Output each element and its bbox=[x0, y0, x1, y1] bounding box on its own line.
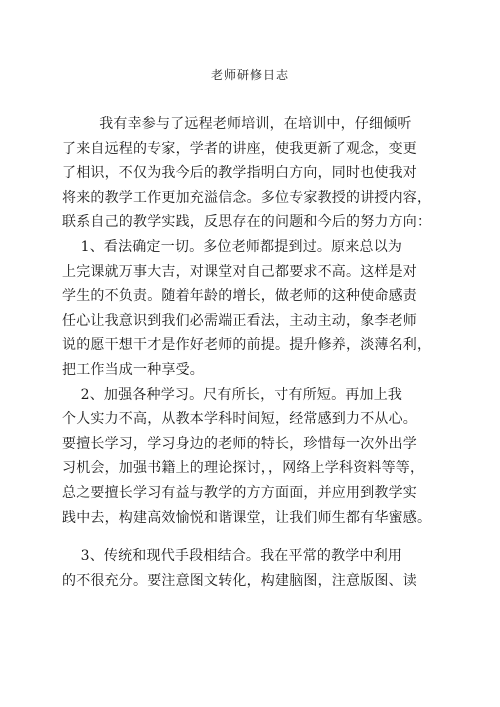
text-line: 总之要擅长学习有益与教学的方方面面，并应用到教学实 bbox=[62, 484, 417, 501]
text-line: 把工作当成一种享受。 bbox=[62, 361, 204, 378]
document-body bbox=[62, 112, 442, 593]
text-line: 要擅长学习，学习身边的老师的特长，珍惜每一次外出学 bbox=[62, 435, 417, 452]
text-line: 个人实力不高，从教本学科时间短，经常感到力不从心。 bbox=[62, 411, 417, 428]
text-line: 1、看法确定一切。多位老师都提到过。原来总以为 bbox=[62, 238, 403, 255]
text-line: 联系自己的教学实践，反思存在的问题和今后的努力方向： bbox=[62, 214, 432, 231]
paragraph-point-2 bbox=[62, 383, 442, 531]
text-line: 3、传统和现代手段相结合。我在平常的教学中利用 bbox=[62, 548, 403, 565]
text-line: 的不很充分。要注意图文转化，构建脑图，注意版图、读 bbox=[62, 572, 417, 589]
paragraph-intro bbox=[62, 112, 442, 235]
text-line: 习机会，加强书籍上的理论探讨，，网络上学科资料等等， bbox=[62, 460, 425, 477]
text-line: 上完课就万事大吉，对课堂对自己都要求不高。这样是对 bbox=[62, 263, 417, 280]
text-line: 2、加强各种学习。尺有所长，寸有所短。再加上我 bbox=[62, 386, 403, 403]
page-title: 老师研修日志 bbox=[210, 68, 289, 82]
text-line: 学生的不负责。随着年龄的增长，做老师的这种使命感责 bbox=[62, 288, 417, 305]
text-line: 践中去，构建高效愉悦和谐课堂，让我们师生都有华蜜感。 bbox=[62, 509, 432, 526]
paragraph-point-3 bbox=[62, 544, 442, 593]
paragraph-point-1 bbox=[62, 235, 442, 383]
text-line: 了来自远程的专家，学者的讲座，使我更新了观念，变更 bbox=[62, 140, 417, 157]
text-line: 说的愿干想干才是作好老师的前提。提升修养，淡薄名利， bbox=[62, 337, 432, 354]
text-line: 了相识，不仅为我今后的教学指明白方向，同时也使我对 bbox=[62, 165, 417, 182]
paragraph-gap bbox=[62, 530, 442, 544]
text-line: 任心让我意识到我们必需端正看法，主动主动，象李老师 bbox=[62, 312, 417, 329]
text-line: 我有幸参与了远程老师培训，在培训中，仔细倾听 bbox=[62, 116, 412, 132]
text-line: 将来的教学工作更加充溢信念。多位专家教授的讲授内容， bbox=[62, 189, 432, 206]
